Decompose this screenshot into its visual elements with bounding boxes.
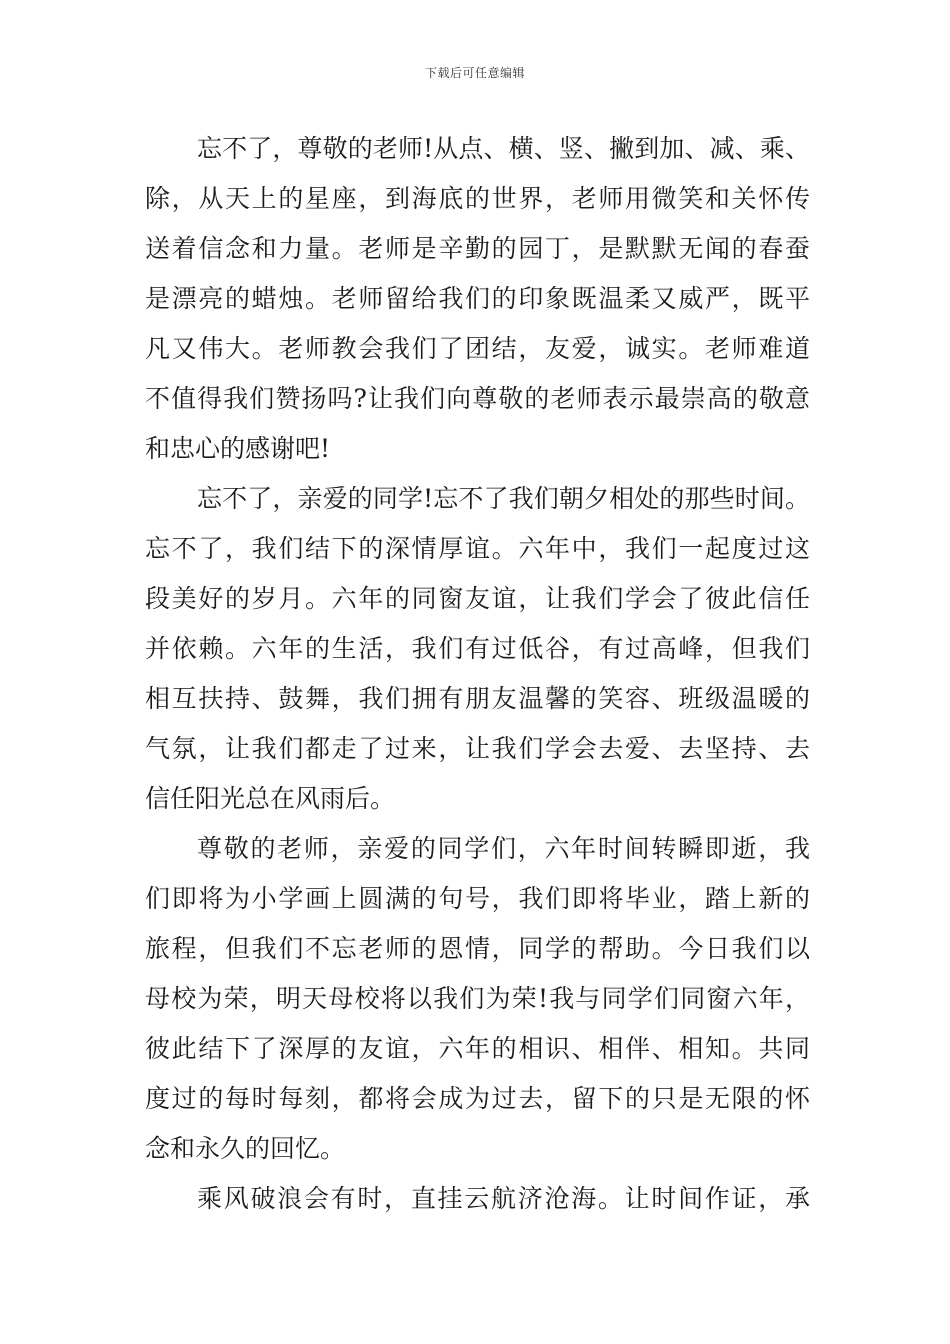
paragraph-line: 气氛，让我们都走了过来，让我们学会去爱、去坚持、去 [145,734,810,763]
paragraph-1 [145,124,810,474]
paragraph-line: 并依赖。六年的生活，我们有过低谷，有过高峰，但我们 [145,634,810,663]
paragraph-4 [145,1174,810,1224]
paragraph-line: 旅程，但我们不忘老师的恩情，同学的帮助。今日我们以 [145,934,810,963]
paragraph-line: 和忠心的感谢吧! [145,434,331,463]
paragraph-line: 除，从天上的星座，到海底的世界，老师用微笑和关怀传 [145,184,810,213]
paragraph-line: 忘不了，我们结下的深情厚谊。六年中，我们一起度过这 [145,534,810,563]
paragraph-line: 相互扶持、鼓舞，我们拥有朋友温馨的笑容、班级温暖的 [145,684,810,713]
paragraph-line: 念和永久的回忆。 [145,1134,346,1163]
paragraph-line: 忘不了，亲爱的同学!忘不了我们朝夕相处的那些时间。 [197,484,810,513]
paragraph-line: 度过的每时每刻，都将会成为过去，留下的只是无限的怀 [145,1084,810,1113]
paragraph-line: 们即将为小学画上圆满的句号，我们即将毕业，踏上新的 [145,884,810,913]
paragraph-line: 段美好的岁月。六年的同窗友谊，让我们学会了彼此信任 [145,584,810,613]
paragraph-line: 彼此结下了深厚的友谊，六年的相识、相伴、相知。共同 [145,1034,810,1063]
paragraph-3 [145,824,810,1174]
paragraph-line: 母校为荣，明天母校将以我们为荣!我与同学们同窗六年， [145,984,810,1013]
paragraph-2 [145,474,810,824]
paragraph-line: 尊敬的老师，亲爱的同学们，六年时间转瞬即逝，我 [197,834,810,863]
paragraph-line: 是漂亮的蜡烛。老师留给我们的印象既温柔又威严，既平 [145,284,810,313]
paragraph-line: 凡又伟大。老师教会我们了团结，友爱，诚实。老师难道 [145,334,810,363]
paragraph-line: 忘不了，尊敬的老师!从点、横、竖、撇到加、减、乘、 [197,134,810,163]
paragraph-line: 送着信念和力量。老师是辛勤的园丁，是默默无闻的春蚕 [145,234,810,263]
paragraph-line: 乘风破浪会有时，直挂云航济沧海。让时间作证，承 [197,1184,810,1213]
paragraph-line: 不值得我们赞扬吗?让我们向尊敬的老师表示最崇高的敬意 [145,384,810,413]
header-note: 下载后可任意编辑 [424,66,525,80]
paragraph-line: 信任阳光总在风雨后。 [145,784,396,813]
body-text [145,124,810,1224]
